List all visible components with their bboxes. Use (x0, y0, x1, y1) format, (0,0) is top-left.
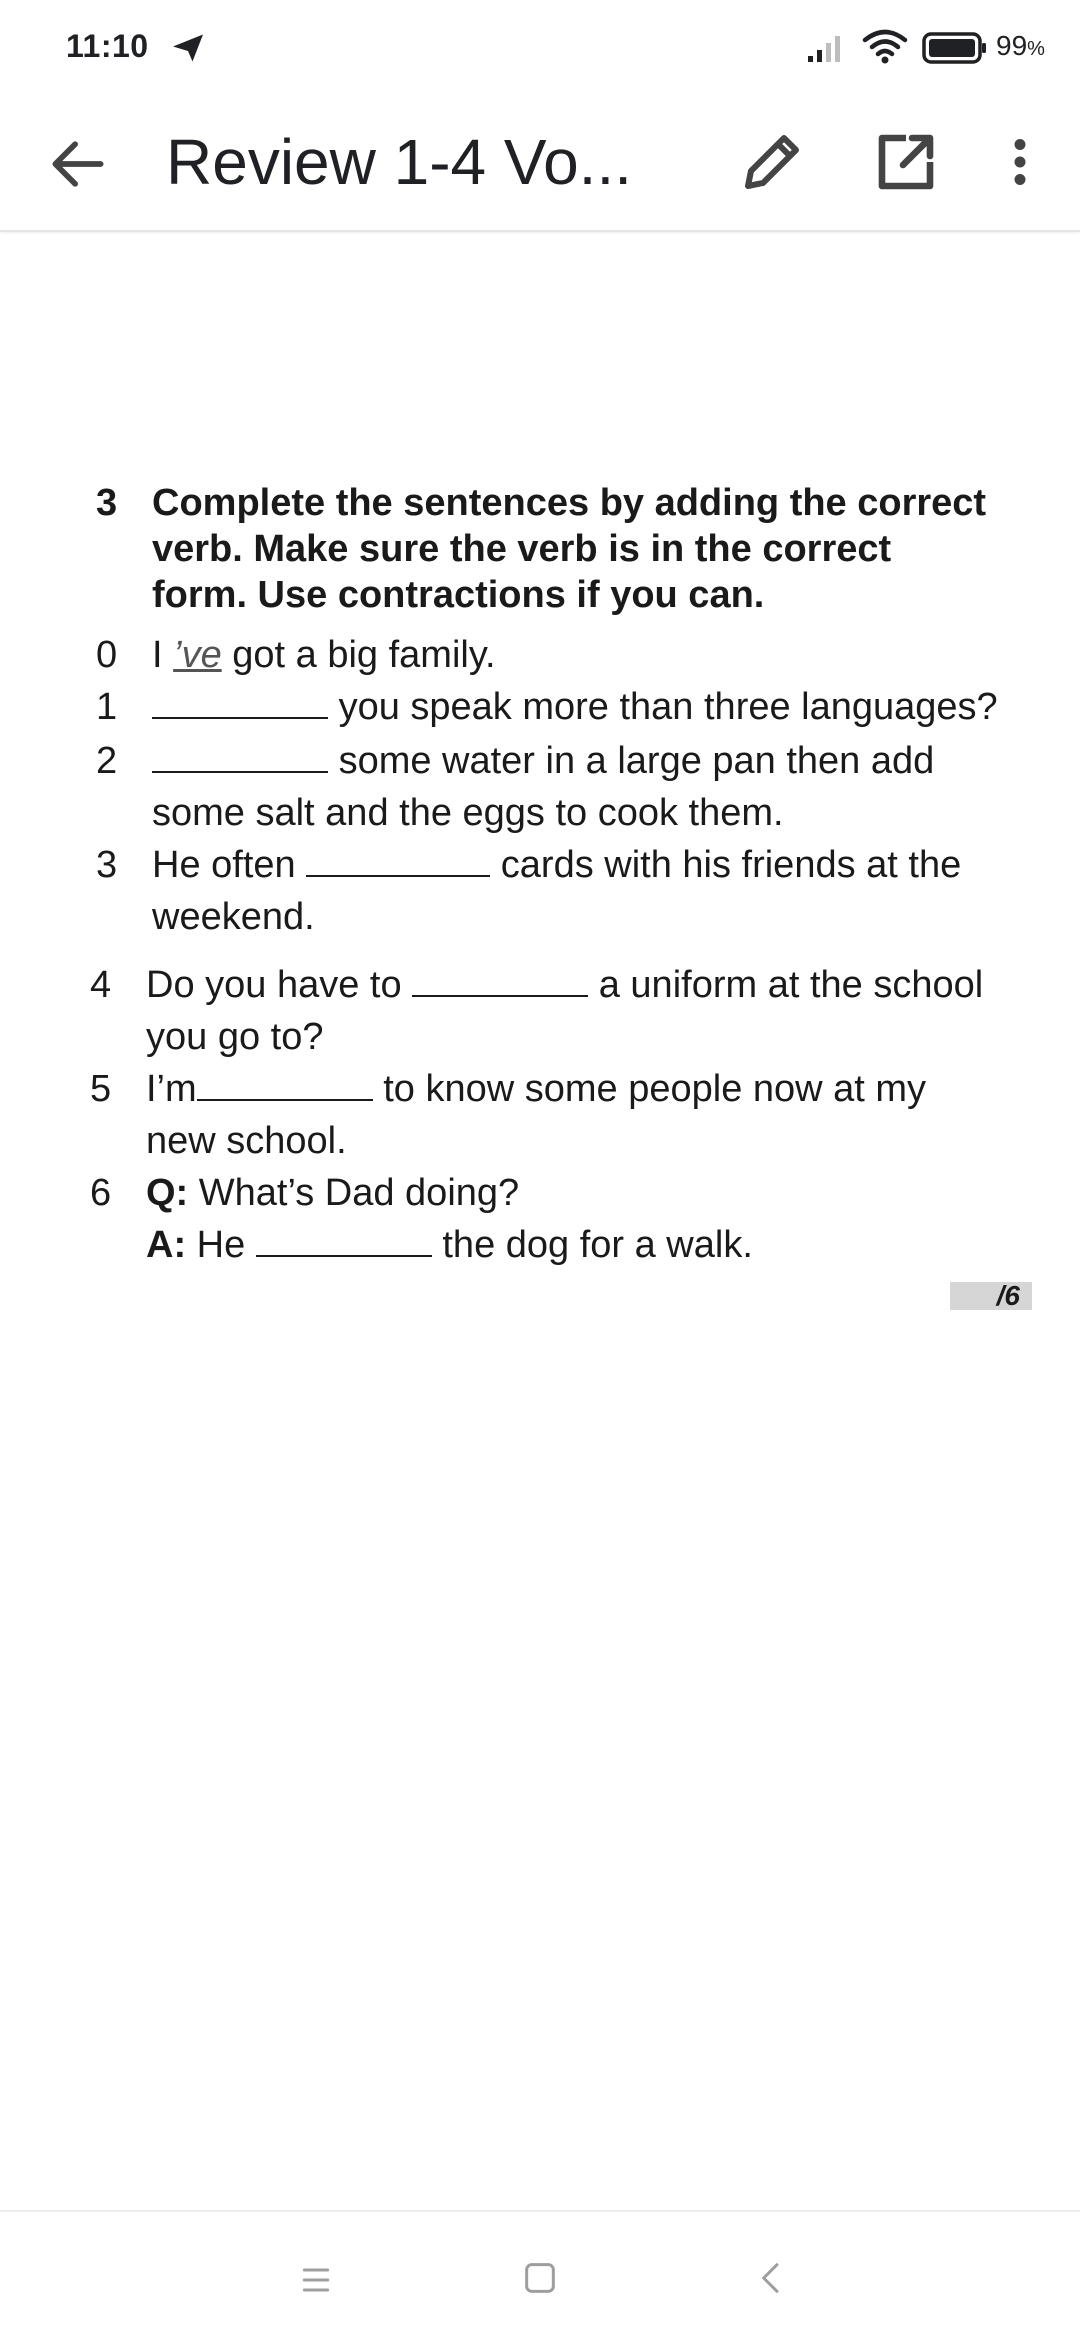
status-bar (0, 0, 1080, 96)
battery-icon (922, 30, 988, 66)
battery-percent (996, 30, 1045, 62)
signal-icon (806, 30, 848, 64)
answer-blank[interactable] (256, 1227, 432, 1257)
instruction-line-1: Complete the sentences by adding the correct (152, 482, 987, 524)
item-2-number: 2 (96, 740, 118, 782)
pencil-icon[interactable] (736, 126, 808, 198)
item-3-number: 3 (96, 844, 118, 886)
item-1-number: 1 (96, 686, 118, 728)
example-prefix: I (152, 634, 174, 676)
item-2-line-1 (152, 738, 934, 784)
item-6-answer (146, 1222, 753, 1268)
app-bar (0, 96, 1080, 232)
item-4-text-2: a uniform at the school (598, 964, 984, 1006)
item-4-text-1: Do you have to (146, 964, 402, 1006)
nav-back-icon[interactable] (752, 2258, 792, 2298)
telegram-send-icon (170, 30, 206, 66)
score-box: /6 (950, 1282, 1032, 1310)
status-time: 11:10 (66, 28, 149, 64)
item-5-text-1: I’m (146, 1068, 197, 1110)
item-3-line-1 (152, 842, 961, 888)
answer-blank[interactable] (152, 743, 328, 773)
system-nav-bar (0, 2210, 1080, 2340)
item-5-number: 5 (90, 1068, 112, 1110)
item-5-line-2: new school. (146, 1120, 347, 1162)
item-6-answer-text-2: the dog for a walk. (442, 1224, 753, 1266)
answer-blank[interactable] (306, 847, 490, 877)
example-number: 0 (96, 634, 118, 676)
arrow-back-icon[interactable] (44, 130, 112, 198)
document-title: Review 1-4 Vo... (166, 126, 632, 198)
item-5-text-2: to know some people now at my (383, 1068, 927, 1110)
item-6-number: 6 (90, 1172, 112, 1214)
battery-percent-unit: % (1027, 38, 1045, 60)
item-1-line-1 (152, 684, 998, 730)
item-2-text-1: some water in a large pan then add (338, 740, 935, 782)
item-3-line-2: weekend. (152, 896, 315, 938)
answer-blank[interactable] (197, 1071, 373, 1101)
question-label: Q: (146, 1172, 189, 1214)
item-6-answer-text-1: He (186, 1224, 246, 1266)
item-6-question-text: What’s Dad doing? (188, 1172, 520, 1214)
instruction-line-2: verb. Make sure the verb is in the correct (152, 528, 892, 570)
more-vert-icon[interactable] (990, 126, 1050, 198)
example-sentence (152, 632, 496, 678)
item-3-text-1: He often (152, 844, 296, 886)
item-4-line-1 (146, 962, 983, 1008)
item-4-number: 4 (90, 964, 112, 1006)
item-4-line-2: you go to? (146, 1016, 324, 1058)
home-icon[interactable] (520, 2258, 560, 2298)
answer-blank[interactable] (152, 689, 328, 719)
open-external-icon[interactable] (870, 126, 942, 198)
battery-percent-value: 99 (996, 30, 1028, 61)
recent-apps-icon[interactable] (296, 2260, 336, 2300)
example-answer: ’ve (173, 634, 222, 676)
item-3-text-2: cards with his friends at the (500, 844, 962, 886)
item-6-question (146, 1170, 519, 1216)
instruction-line-3: form. Use contractions if you can. (152, 574, 765, 616)
example-suffix: got a big family. (221, 634, 496, 676)
item-2-line-2: some salt and the eggs to cook them. (152, 792, 784, 834)
item-5-line-1 (146, 1066, 926, 1112)
document-page[interactable] (0, 234, 1080, 2210)
exercise-number: 3 (96, 482, 118, 524)
answer-label: A: (146, 1224, 187, 1266)
answer-blank[interactable] (412, 967, 588, 997)
item-1-text: you speak more than three languages? (338, 686, 998, 728)
wifi-icon (862, 28, 908, 66)
